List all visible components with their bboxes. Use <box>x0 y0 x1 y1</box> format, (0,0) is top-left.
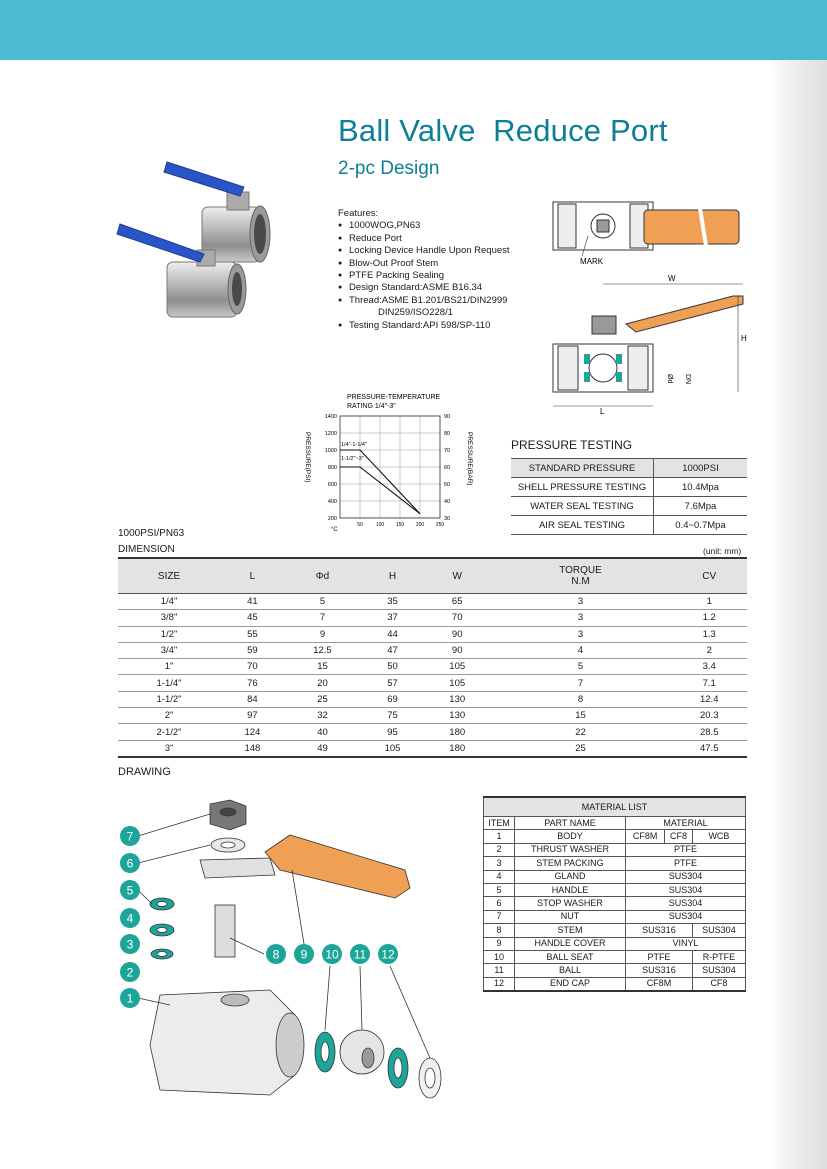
dimension-cell: 2-1/2" <box>118 724 220 740</box>
dimension-header-cell: L <box>220 558 285 594</box>
y-tick-label: 1000 <box>324 448 337 454</box>
material-cell: SUS304 <box>692 964 745 977</box>
part-name-cell: THRUST WASHER <box>515 843 626 856</box>
dimension-header-cell: W <box>425 558 490 594</box>
dimension-cell: 49 <box>285 740 360 757</box>
item-cell: 7 <box>484 910 515 923</box>
dimension-cell: 1" <box>118 659 220 675</box>
dimension-header-cell: H <box>360 558 425 594</box>
material-row <box>484 857 746 870</box>
material-row <box>484 883 746 896</box>
dimension-row <box>118 675 747 691</box>
callout-number: 7 <box>126 829 134 844</box>
y2-tick-label: 90 <box>444 414 451 420</box>
od-dimension-label: Ød <box>666 374 673 384</box>
callout-number: 11 <box>353 947 367 962</box>
test-name-cell: SHELL PRESSURE TESTING <box>511 478 654 497</box>
material-cell: PTFE <box>626 857 746 870</box>
dimension-cell: 20.3 <box>671 708 747 724</box>
material-cell: R-PTFE <box>692 950 745 963</box>
part-name-header: PART NAME <box>515 817 626 830</box>
material-cell: CF8M <box>626 977 693 991</box>
dimension-cell: 15 <box>285 659 360 675</box>
material-cell: CF8M <box>626 830 665 843</box>
dimension-cell: 32 <box>285 708 360 724</box>
dimension-table <box>118 557 747 758</box>
dimension-cell: 59 <box>220 642 285 658</box>
item-cell: 5 <box>484 883 515 896</box>
item-cell: 9 <box>484 937 515 950</box>
dimension-header-cell: CV <box>671 558 747 594</box>
item-cell: 8 <box>484 924 515 937</box>
y2-tick-label: 80 <box>444 431 451 437</box>
y-tick-label: 200 <box>327 516 337 522</box>
material-cell: VINYL <box>626 937 746 950</box>
material-row <box>484 937 746 950</box>
dimension-cell: 28.5 <box>671 724 747 740</box>
dimension-cell: 12.4 <box>671 691 747 707</box>
dimension-cell: 41 <box>220 594 285 610</box>
feature-item: ● Testing Standard:API 598/SP-110 <box>338 320 510 332</box>
material-row <box>484 843 746 856</box>
dimension-row <box>118 724 747 740</box>
dimension-header-cell: Φd <box>285 558 360 594</box>
item-header: ITEM <box>484 817 515 830</box>
dn-dimension-label: DN <box>684 374 691 385</box>
feature-item: ● Design Standard:ASME B16.34 <box>338 282 510 294</box>
left-axis-label: PRESSURE(PSI) <box>304 432 311 483</box>
dimension-cell: 3/8" <box>118 610 220 626</box>
part-name-cell: BALL <box>515 964 626 977</box>
material-cell: SUS304 <box>692 924 745 937</box>
part-name-cell: END CAP <box>515 977 626 991</box>
chart-title-line2: RATING 1/4"-3" <box>347 403 396 410</box>
dimension-cell: 105 <box>425 675 490 691</box>
dimension-row <box>118 626 747 642</box>
dimension-header-cell: TORQUE N.M <box>490 558 672 594</box>
dimension-cell: 47 <box>360 642 425 658</box>
curve1-label: 1/4"-1-1/4" <box>341 442 367 448</box>
dimension-cell: 45 <box>220 610 285 626</box>
part-name-cell: STEM <box>515 924 626 937</box>
part-name-cell: BODY <box>515 830 626 843</box>
feature-item: ● Reduce Port <box>338 233 510 245</box>
dimension-cell: 70 <box>220 659 285 675</box>
dimension-cell: 47.5 <box>671 740 747 757</box>
pressure-rating: 1000PSI/PN63 <box>118 528 185 539</box>
dimension-cell: 75 <box>360 708 425 724</box>
feature-item: ● Blow-Out Proof Stem <box>338 258 510 270</box>
dimension-cell: 1/4" <box>118 594 220 610</box>
product-photo <box>112 152 272 332</box>
dimension-cell: 7.1 <box>671 675 747 691</box>
dimension-cell: 69 <box>360 691 425 707</box>
dimension-cell: 1-1/4" <box>118 675 220 691</box>
y-tick-label: 800 <box>327 465 337 471</box>
callout-number: 1 <box>126 991 134 1006</box>
dimension-cell: 40 <box>285 724 360 740</box>
dimension-cell: 15 <box>490 708 672 724</box>
dimension-cell: 148 <box>220 740 285 757</box>
dimension-cell: 1 <box>671 594 747 610</box>
dimension-cell: 90 <box>425 626 490 642</box>
page-title: Ball Valve Reduce Port <box>338 113 668 148</box>
dimension-cell: 2 <box>671 642 747 658</box>
callout-number: 5 <box>126 883 134 898</box>
feature-item: ● 1000WOG,PN63 <box>338 220 510 232</box>
item-cell: 11 <box>484 964 515 977</box>
feature-item: ● PTFE Packing Sealing <box>338 270 510 282</box>
dimension-cell: 1/2" <box>118 626 220 642</box>
dimension-cell: 44 <box>360 626 425 642</box>
dimension-cell: 3" <box>118 740 220 757</box>
callout-number: 9 <box>300 947 308 962</box>
dimension-cell: 55 <box>220 626 285 642</box>
dimension-cell: 1-1/2" <box>118 691 220 707</box>
pressure-testing-row <box>511 516 747 535</box>
item-cell: 6 <box>484 897 515 910</box>
dimension-cell: 25 <box>490 740 672 757</box>
item-cell: 4 <box>484 870 515 883</box>
dimension-cell: 3 <box>490 594 672 610</box>
callout-number: 2 <box>126 965 134 980</box>
item-cell: 3 <box>484 857 515 870</box>
dimension-cell: 3 <box>490 610 672 626</box>
dimension-cell: 57 <box>360 675 425 691</box>
dimension-cell: 20 <box>285 675 360 691</box>
part-name-cell: NUT <box>515 910 626 923</box>
material-cell: WCB <box>692 830 745 843</box>
dimension-cell: 50 <box>360 659 425 675</box>
l-dimension-label: L <box>600 407 605 416</box>
part-name-cell: STEM PACKING <box>515 857 626 870</box>
material-row <box>484 910 746 923</box>
test-value-cell: 1000PSI <box>654 459 748 478</box>
dimension-cell: 1.3 <box>671 626 747 642</box>
dimension-cell: 35 <box>360 594 425 610</box>
dimension-cell: 7 <box>490 675 672 691</box>
item-cell: 1 <box>484 830 515 843</box>
dimension-cell: 180 <box>425 740 490 757</box>
feature-item: ● Locking Device Handle Upon Request <box>338 245 510 257</box>
material-header: MATERIAL <box>626 817 746 830</box>
material-cell: SUS304 <box>626 870 746 883</box>
x-tick-label: 250 <box>435 522 445 528</box>
valve-top-view-diagram <box>548 190 748 270</box>
dimension-cell: 8 <box>490 691 672 707</box>
material-cell: SUS304 <box>626 910 746 923</box>
test-value-cell: 10.4Mpa <box>654 478 748 497</box>
valve-side-view-diagram <box>548 266 748 416</box>
material-cell: SUS304 <box>626 897 746 910</box>
pressure-testing-row <box>511 459 747 478</box>
dimension-cell: 5 <box>490 659 672 675</box>
material-row <box>484 897 746 910</box>
dimension-row <box>118 659 747 675</box>
y2-tick-label: 50 <box>444 482 451 488</box>
material-cell: CF8 <box>692 977 745 991</box>
material-row <box>484 950 746 963</box>
dimension-cell: 70 <box>425 610 490 626</box>
test-name-cell: STANDARD PRESSURE <box>511 459 654 478</box>
callout-number: 4 <box>126 911 134 926</box>
callout-number: 10 <box>325 947 339 962</box>
drawing-title: DRAWING <box>118 766 171 778</box>
curve2-label: 1-1/2"~3" <box>341 456 364 462</box>
dimension-cell: 97 <box>220 708 285 724</box>
exploded-view-drawing <box>110 790 460 1120</box>
dimension-cell: 76 <box>220 675 285 691</box>
callout-number: 6 <box>126 856 134 871</box>
h-dimension-label: H <box>741 334 747 343</box>
mark-label: MARK <box>580 257 604 266</box>
dimension-cell: 84 <box>220 691 285 707</box>
material-cell: SUS304 <box>626 883 746 896</box>
material-row <box>484 870 746 883</box>
material-row <box>484 924 746 937</box>
material-cell: SUS316 <box>626 924 693 937</box>
test-value-cell: 0.4~0.7Mpa <box>654 516 748 535</box>
dimension-cell: 7 <box>285 610 360 626</box>
dimension-cell: 25 <box>285 691 360 707</box>
dimension-title: DIMENSION <box>118 544 175 555</box>
dimension-cell: 3/4" <box>118 642 220 658</box>
dimension-cell: 130 <box>425 691 490 707</box>
part-name-cell: STOP WASHER <box>515 897 626 910</box>
dimension-row <box>118 610 747 626</box>
x-tick-label: 50 <box>357 522 363 528</box>
material-cell: PTFE <box>626 843 746 856</box>
feature-item: ● Thread:ASME B1.201/BS21/DIN2999 <box>338 295 510 307</box>
dimension-cell: 95 <box>360 724 425 740</box>
page-subtitle: 2-pc Design <box>338 158 440 179</box>
y2-tick-label: 30 <box>444 516 451 522</box>
material-list-title: MATERIAL LIST <box>484 797 746 817</box>
y-tick-label: 1200 <box>324 431 337 437</box>
dimension-cell: 130 <box>425 708 490 724</box>
dimension-cell: 37 <box>360 610 425 626</box>
pressure-temperature-chart <box>300 388 475 538</box>
y2-tick-label: 70 <box>444 448 451 454</box>
temperature-unit-label: °C <box>331 527 338 533</box>
material-row <box>484 977 746 991</box>
part-name-cell: BALL SEAT <box>515 950 626 963</box>
dimension-cell: 9 <box>285 626 360 642</box>
dimension-row <box>118 691 747 707</box>
feature-item-continuation: DIN259/ISO228/1 <box>378 307 453 319</box>
y-tick-label: 1400 <box>324 414 337 420</box>
dimension-cell: 5 <box>285 594 360 610</box>
material-cell: SUS316 <box>626 964 693 977</box>
dimension-cell: 180 <box>425 724 490 740</box>
dimension-cell: 4 <box>490 642 672 658</box>
features-heading: Features: <box>338 208 379 219</box>
material-row <box>484 830 746 843</box>
callout-number: 12 <box>381 947 395 962</box>
dimension-cell: 105 <box>360 740 425 757</box>
material-row <box>484 964 746 977</box>
y2-tick-label: 60 <box>444 465 451 471</box>
dimension-cell: 90 <box>425 642 490 658</box>
dimension-cell: 3 <box>490 626 672 642</box>
dimension-cell: 3.4 <box>671 659 747 675</box>
dimension-cell: 22 <box>490 724 672 740</box>
dimension-cell: 12.5 <box>285 642 360 658</box>
y-tick-label: 400 <box>327 499 337 505</box>
callout-number: 8 <box>272 947 280 962</box>
material-list-table <box>483 796 746 992</box>
dimension-header-cell: SIZE <box>118 558 220 594</box>
pressure-testing-title: PRESSURE TESTING <box>511 438 633 452</box>
test-name-cell: WATER SEAL TESTING <box>511 497 654 516</box>
header-bar <box>0 0 827 60</box>
x-tick-label: 150 <box>395 522 405 528</box>
pressure-testing-row <box>511 478 747 497</box>
dimension-cell: 2" <box>118 708 220 724</box>
dimension-row <box>118 642 747 658</box>
pressure-testing-row <box>511 497 747 516</box>
y2-tick-label: 40 <box>444 499 451 505</box>
dimension-cell: 65 <box>425 594 490 610</box>
y-tick-label: 600 <box>327 482 337 488</box>
item-cell: 10 <box>484 950 515 963</box>
material-cell: PTFE <box>626 950 693 963</box>
pressure-testing-table <box>511 458 747 535</box>
dimension-row <box>118 594 747 610</box>
item-cell: 2 <box>484 843 515 856</box>
dimension-row <box>118 740 747 757</box>
dimension-cell: 124 <box>220 724 285 740</box>
dimension-unit: (unit: mm) <box>703 546 742 556</box>
material-list-title-row <box>484 797 746 817</box>
x-tick-label: 200 <box>415 522 425 528</box>
part-name-cell: HANDLE <box>515 883 626 896</box>
part-name-cell: GLAND <box>515 870 626 883</box>
dimension-cell: 105 <box>425 659 490 675</box>
item-cell: 12 <box>484 977 515 991</box>
right-axis-label: PRESSURE(BAR) <box>466 432 473 486</box>
material-list-header-row <box>484 817 746 830</box>
part-name-cell: HANDLE COVER <box>515 937 626 950</box>
test-name-cell: AIR SEAL TESTING <box>511 516 654 535</box>
dimension-cell: 1.2 <box>671 610 747 626</box>
callout-number: 3 <box>126 937 134 952</box>
features-list <box>338 208 510 332</box>
x-tick-label: 100 <box>375 522 385 528</box>
test-value-cell: 7.6Mpa <box>654 497 748 516</box>
material-cell: CF8 <box>665 830 693 843</box>
w-dimension-label: W <box>668 274 676 283</box>
page-edge-shadow <box>769 60 827 1169</box>
chart-title-line1: PRESSURE-TEMPERATURE <box>347 394 441 401</box>
dimension-row <box>118 708 747 724</box>
